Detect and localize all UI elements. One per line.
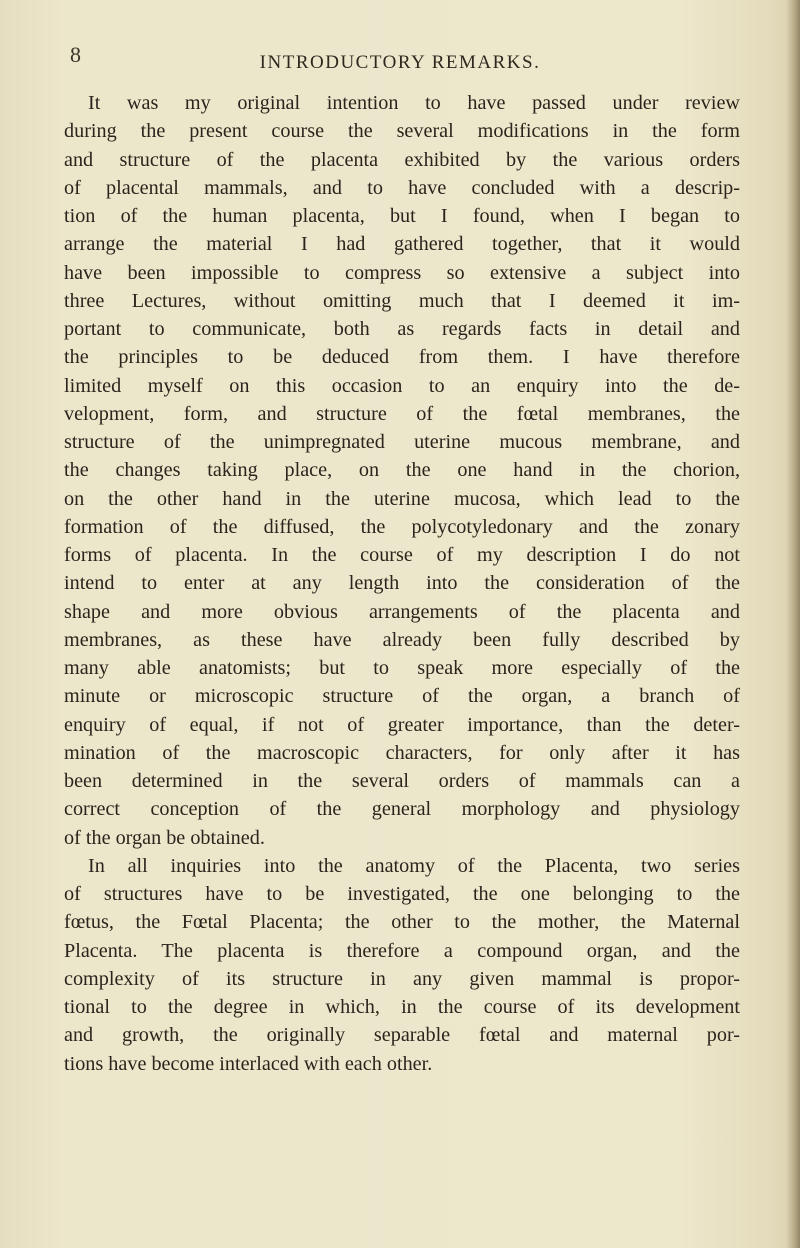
body-text (64, 89, 740, 1078)
text-line: intend to enter at any length into the consideration of the (64, 572, 740, 595)
text-line: of structures have to be investigated, the one belonging to the (64, 883, 740, 905)
text-line: tions have become interlaced with each other. (64, 1052, 433, 1075)
text-line: mination of the macroscopic characters, for only after it has (64, 741, 740, 764)
text-line: correct conception of the general morphology and physiology (64, 798, 740, 821)
text-line: It was my original intention to have passed under review (88, 92, 740, 114)
text-line: enquiry of equal, if not of greater importance, than the deter- (64, 713, 740, 736)
running-head (70, 42, 730, 82)
text-line: tion of the human placenta, but I found, when I began to (64, 205, 740, 227)
text-line: fœtus, the Fœtal Placenta; the other to the mother, the Maternal (64, 911, 740, 934)
text-line: portant to communicate, both as regards facts in detail and (64, 318, 740, 340)
text-line: minute or microscopic structure of the organ, a branch of (64, 685, 740, 708)
text-line: In all inquiries into the anatomy of the Placenta, two series (88, 854, 740, 877)
text-line: of placental mammals, and to have concluded with a descrip- (64, 176, 740, 199)
text-line: have been impossible to compress so extensive a subject into (64, 261, 740, 284)
text-line: limited myself on this occasion to an enquiry into the de- (64, 374, 740, 397)
text-line: shape and more obvious arrangements of the placenta and (64, 600, 740, 623)
text-line: and growth, the originally separable fœtal and maternal por- (64, 1024, 740, 1047)
text-line: tional to the degree in which, in the course of its development (64, 996, 740, 1018)
text-line: velopment, form, and structure of the fœtal membranes, the (64, 402, 740, 425)
text-line: during the present course the several modifications in the form (64, 120, 740, 143)
text-line: Placenta. The placenta is therefore a compound organ, and the (64, 939, 740, 962)
text-line: three Lectures, without omitting much that I deemed it im- (64, 289, 740, 312)
text-line: on the other hand in the uterine mucosa, which lead to the (64, 487, 740, 510)
text-line: many able anatomists; but to speak more especially of the (64, 657, 740, 679)
page-edge-shadow (786, 0, 800, 1248)
page-number: 8 (70, 42, 81, 67)
text-line: been determined in the several orders of mammals can a (64, 770, 740, 792)
text-line: structure of the unimpregnated uterine mucous membrane, and (64, 431, 740, 453)
text-line: forms of placenta. In the course of my description I do not (64, 544, 740, 566)
text-line: the principles to be deduced from them. I have therefore (64, 346, 740, 369)
text-line: the changes taking place, on the one hand in the chorion, (64, 459, 740, 482)
text-line: formation of the diffused, the polycotyledonary and the zonary (64, 515, 740, 538)
text-line: arrange the material I had gathered together, that it would (64, 233, 740, 256)
text-line: and structure of the placenta exhibited by the various orders (64, 148, 740, 171)
text-line: of the organ be obtained. (64, 826, 265, 849)
text-line: membranes, as these have already been fully described by (64, 628, 740, 651)
running-head-title: INTRODUCTORY REMARKS. (259, 52, 541, 73)
text-line: complexity of its structure in any given mammal is propor- (64, 967, 740, 990)
